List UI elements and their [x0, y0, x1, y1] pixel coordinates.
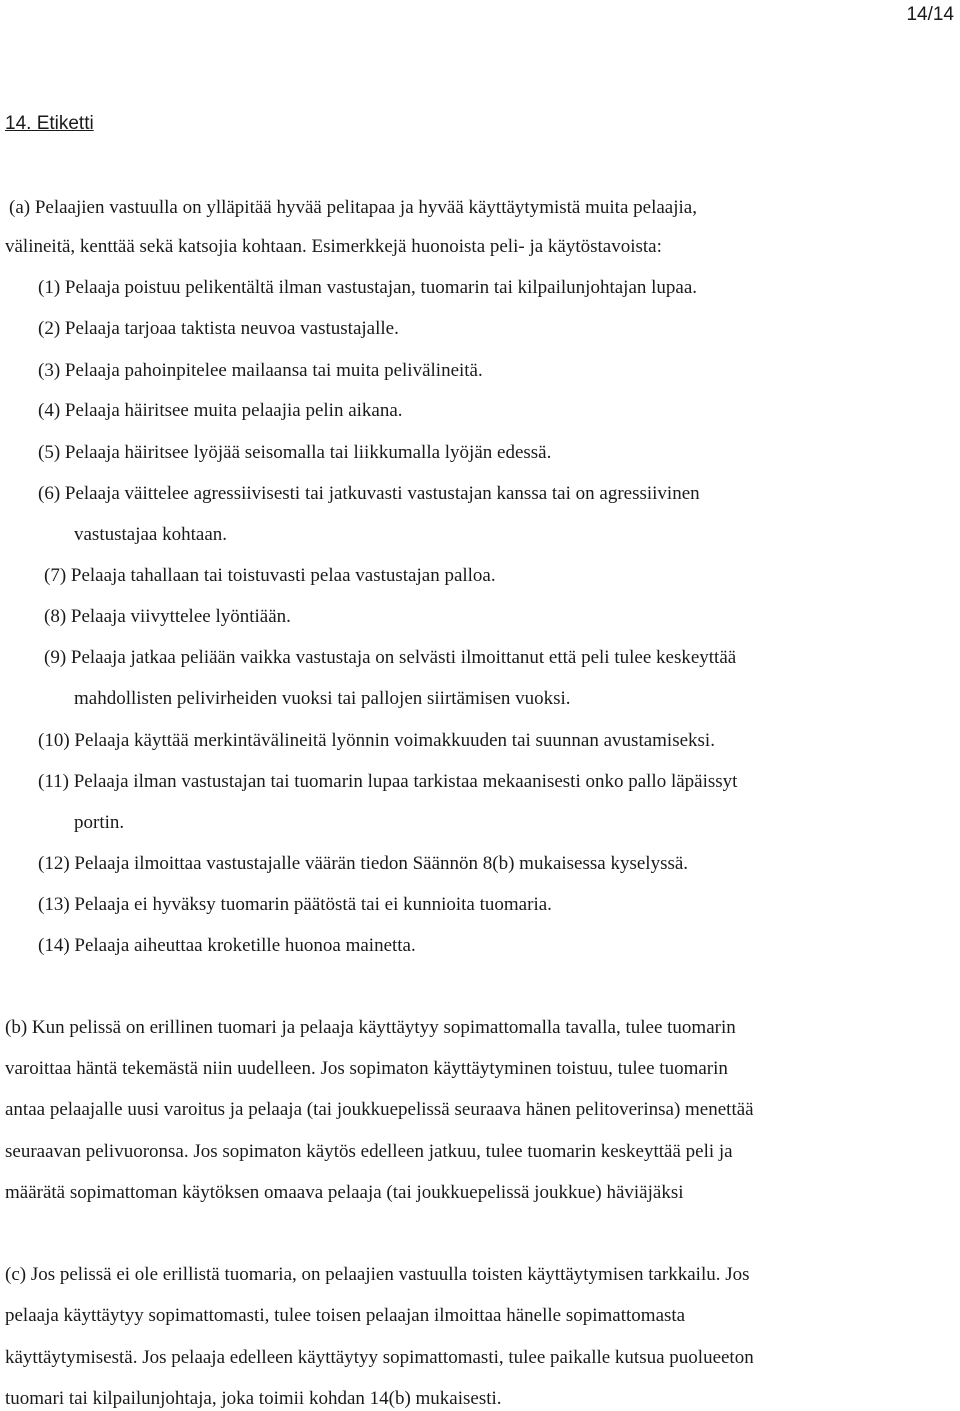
list-item: (12) Pelaaja ilmoittaa vastustajalle väärän tiedon Säännön 8(b) mukaisessa kyselyssä.: [38, 853, 689, 874]
list-item: (2) Pelaaja tarjoaa taktista neuvoa vastustajalle.: [38, 318, 399, 339]
list-item: (14) Pelaaja aiheuttaa kroketille huonoa mainetta.: [38, 935, 416, 956]
list-item: (5) Pelaaja häiritsee lyöjää seisomalla tai liikkumalla lyöjän edessä.: [38, 442, 552, 463]
paragraph-line: (c) Jos pelissä ei ole erillistä tuomaria, on pelaajien vastuulla toisten käyttäytymisen tarkkailu. Jos: [5, 1264, 750, 1285]
list-item: (8) Pelaaja viivyttelee lyöntiään.: [44, 606, 291, 627]
paragraph-line: käyttäytymisestä. Jos pelaaja edelleen käyttäytyy sopimattomasti, tulee paikalle kutsua puolueeton: [5, 1347, 754, 1368]
list-item: (10) Pelaaja käyttää merkintävälineitä lyönnin voimakkuuden tai suunnan avustamiseksi.: [38, 730, 715, 751]
list-item-continuation: vastustajaa kohtaan.: [74, 524, 228, 545]
list-item: (1) Pelaaja poistuu pelikentältä ilman vastustajan, tuomarin tai kilpailunjohtajan lupaa.: [38, 277, 698, 298]
paragraph-line: varoittaa häntä tekemästä niin uudelleen. Jos sopimaton käyttäytyminen toistuu, tulee tuomarin: [5, 1058, 728, 1079]
list-item: (6) Pelaaja väittelee agressiivisesti tai jatkuvasti vastustajan kanssa tai on agressiivinen: [38, 483, 700, 504]
paragraph-line: määrätä sopimattoman käytöksen omaava pelaaja (tai joukkuepelissä joukkue) häviäjäksi: [5, 1182, 684, 1203]
list-item-continuation: mahdollisten pelivirheiden vuoksi tai pallojen siirtämisen vuoksi.: [74, 688, 571, 709]
page-number: 14/14: [906, 4, 954, 25]
paragraph-line: antaa pelaajalle uusi varoitus ja pelaaja (tai joukkuepelissä seuraava hänen pelitoverinsa) menettää: [5, 1099, 754, 1120]
paragraph-line: välineitä, kenttää sekä katsojia kohtaan. Esimerkkejä huonoista peli- ja käytöstavoista:: [5, 236, 662, 257]
list-item: (11) Pelaaja ilman vastustajan tai tuomarin lupaa tarkistaa mekaanisesti onko pallo läpäissyt: [38, 771, 738, 792]
list-item: (3) Pelaaja pahoinpitelee mailaansa tai muita pelivälineitä.: [38, 360, 483, 381]
paragraph-line: tuomari tai kilpailunjohtaja, joka toimii kohdan 14(b) mukaisesti.: [5, 1388, 502, 1409]
list-item-continuation: portin.: [74, 812, 125, 833]
list-item: (7) Pelaaja tahallaan tai toistuvasti pelaa vastustajan palloa.: [44, 565, 496, 586]
list-item: (4) Pelaaja häiritsee muita pelaajia pelin aikana.: [38, 400, 403, 421]
paragraph-line: seuraavan pelivuoronsa. Jos sopimaton käytös edelleen jatkuu, tulee tuomarin keskeyttää peli ja: [5, 1141, 733, 1162]
list-item: (9) Pelaaja jatkaa peliään vaikka vastustaja on selvästi ilmoittanut että peli tulee keskeyttää: [44, 647, 737, 668]
paragraph-line: pelaaja käyttäytyy sopimattomasti, tulee toisen pelaajan ilmoittaa hänelle sopimattomasta: [5, 1305, 686, 1326]
section-heading: 14. Etiketti: [5, 113, 94, 134]
list-item: (13) Pelaaja ei hyväksy tuomarin päätöstä tai ei kunnioita tuomaria.: [38, 894, 552, 915]
paragraph-line: (a) Pelaajien vastuulla on ylläpitää hyvää pelitapaa ja hyvää käyttäytymistä muita pelaajia,: [9, 197, 697, 218]
paragraph-line: (b) Kun pelissä on erillinen tuomari ja pelaaja käyttäytyy sopimattomalla tavalla, tulee tuomarin: [5, 1017, 736, 1038]
